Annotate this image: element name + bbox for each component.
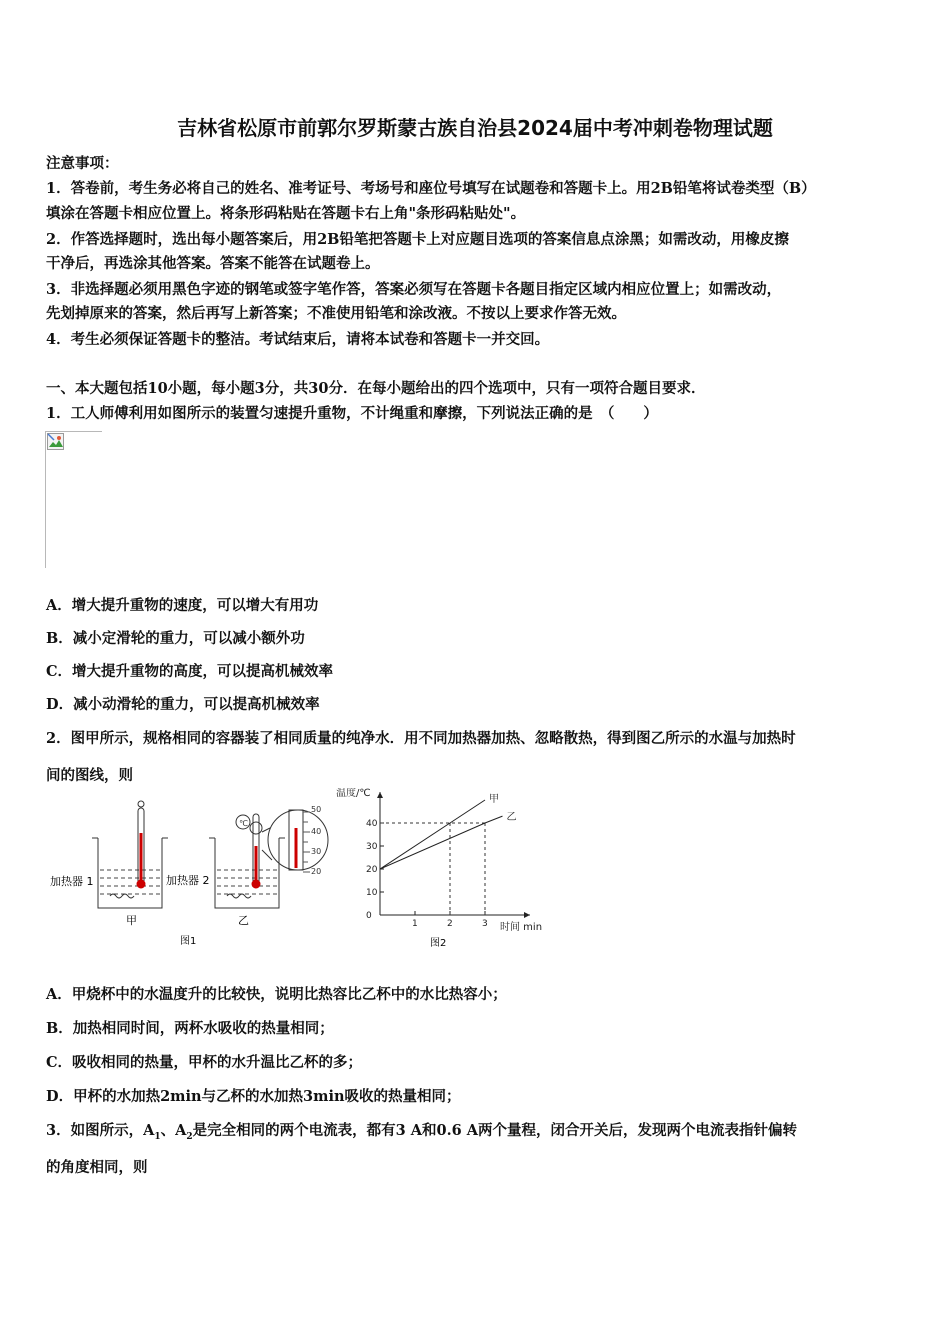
q3-stem-part-b: 、A [160,1122,187,1139]
q1-option-a: A．增大提升重物的速度，可以增大有用功 [46,597,319,614]
q3-stem-part-a: 3．如图所示，A [46,1122,155,1139]
section-heading: 一、本大题包括10小题，每小题3分，共30分．在每小题给出的四个选项中，只有一项符合题目要求． [46,380,706,397]
beaker-jia [92,801,168,908]
series-label-jia: 甲 [489,794,499,805]
q2-option-b: B．加热相同时间，两杯水吸收的热量相同； [46,1020,334,1037]
x-tick-label: 1 [412,919,418,929]
beaker-yi [209,810,328,908]
series-label-yi: 乙 [506,812,517,824]
q1-missing-image [45,431,102,568]
x-axis-label: 时间 min [500,922,543,933]
q2-option-a: A．甲烧杯中的水温度升的比较快，说明比热容比乙杯中的水比热容小； [46,986,507,1003]
notice-line-5: 3．非选择题必须用黑色字迹的钢笔或签字笔作答，答案必须写在答题卡各题目指定区域内相应位置上；如需改动， [46,281,782,298]
q3-subscript-1: 1 [154,1131,161,1142]
broken-image-icon [47,433,65,451]
figure-1-caption: 图1 [180,936,197,947]
q2-stem-line-2: 间的图线，则 [46,767,133,784]
series-line-yi [380,816,503,869]
scale-label-20: 20 [311,867,322,876]
svg-text:℃: ℃ [239,819,248,828]
y-tick-label: 30 [366,842,378,852]
notice-line-1: 1．答卷前，考生务必将自己的姓名、准考证号、考场号和座位号填写在试题卷和答题卡上。用2B铅笔将试卷类型（B） [46,180,816,197]
scale-label-50: 50 [311,805,322,814]
q3-subscript-2: 2 [186,1131,193,1142]
notice-line-3: 2．作答选择题时，选出每小题答案后，用2B铅笔把答题卡上对应题目选项的答案信息点涂黑；如需改动，用橡皮擦 [46,231,789,248]
q2-figure [40,788,560,963]
y-axis-arrow [377,792,383,798]
q2-option-d: D．甲杯的水加热2min与乙杯的水加热3min吸收的热量相同； [46,1088,461,1105]
q2-stem-line-1: 2．图甲所示，规格相同的容器装了相同质量的纯净水．用不同加热器加热、忽略散热，得到图乙所示的水温与加热时 [46,730,796,747]
q3-stem-line-2: 的角度相同，则 [46,1159,148,1176]
notice-heading: 注意事项： [46,155,119,172]
q3-stem-part-c: 是完全相同的两个电流表，都有3 A和0.6 A两个量程，闭合开关后，发现两个电流表指针偏转 [192,1122,798,1139]
y-tick-label: 40 [366,819,378,829]
page-title: 吉林省松原市前郭尔罗斯蒙古族自治县2024届中考冲刺卷物理试题 [177,116,773,140]
x-tick-label: 2 [447,919,453,929]
label-heater-2: 加热器 2 [166,874,210,887]
y-tick-label: 10 [366,888,378,898]
notice-line-7: 4．考生必须保证答题卡的整洁。考试结束后，请将本试卷和答题卡一并交回。 [46,331,550,348]
q1-stem: 1．工人师傅利用如图所示的装置匀速提升重物，不计绳重和摩擦，下列说法正确的是 （ ） [46,405,658,422]
label-jia: 甲 [126,914,137,927]
q1-option-c: C．增大提升重物的高度，可以提高机械效率 [46,663,334,680]
q1-option-b: B．减小定滑轮的重力，可以减小额外功 [46,630,305,647]
temperature-chart [336,788,542,933]
notice-line-6: 先划掉原来的答案，然后再写上新答案；不准使用铅笔和涂改液。不按以上要求作答无效。 [46,305,626,322]
q2-option-c: C．吸收相同的热量，甲杯的水升温比乙杯的多； [46,1054,363,1071]
q3-stem-line-1 [46,1119,797,1142]
x-tick-label: 3 [482,919,488,929]
y-tick-label: 0 [366,911,372,921]
x-axis-arrow [524,912,530,918]
notice-line-4: 干净后，再选涂其他答案。答案不能答在试题卷上。 [46,255,380,272]
label-yi: 乙 [238,914,249,927]
figure-2-caption: 图2 [430,938,447,949]
label-heater-1: 加热器 1 [50,875,94,888]
y-tick-label: 20 [366,865,378,875]
notice-line-2: 填涂在答题卡相应位置上。将条形码粘贴在答题卡右上角"条形码粘贴处"。 [46,205,526,222]
series-line-jia [380,800,485,869]
scale-label-40: 40 [311,827,322,836]
q1-option-d: D．减小动滑轮的重力，可以提高机械效率 [46,696,320,713]
y-axis-label: 温度/℃ [336,788,371,799]
scale-label-30: 30 [311,847,322,856]
